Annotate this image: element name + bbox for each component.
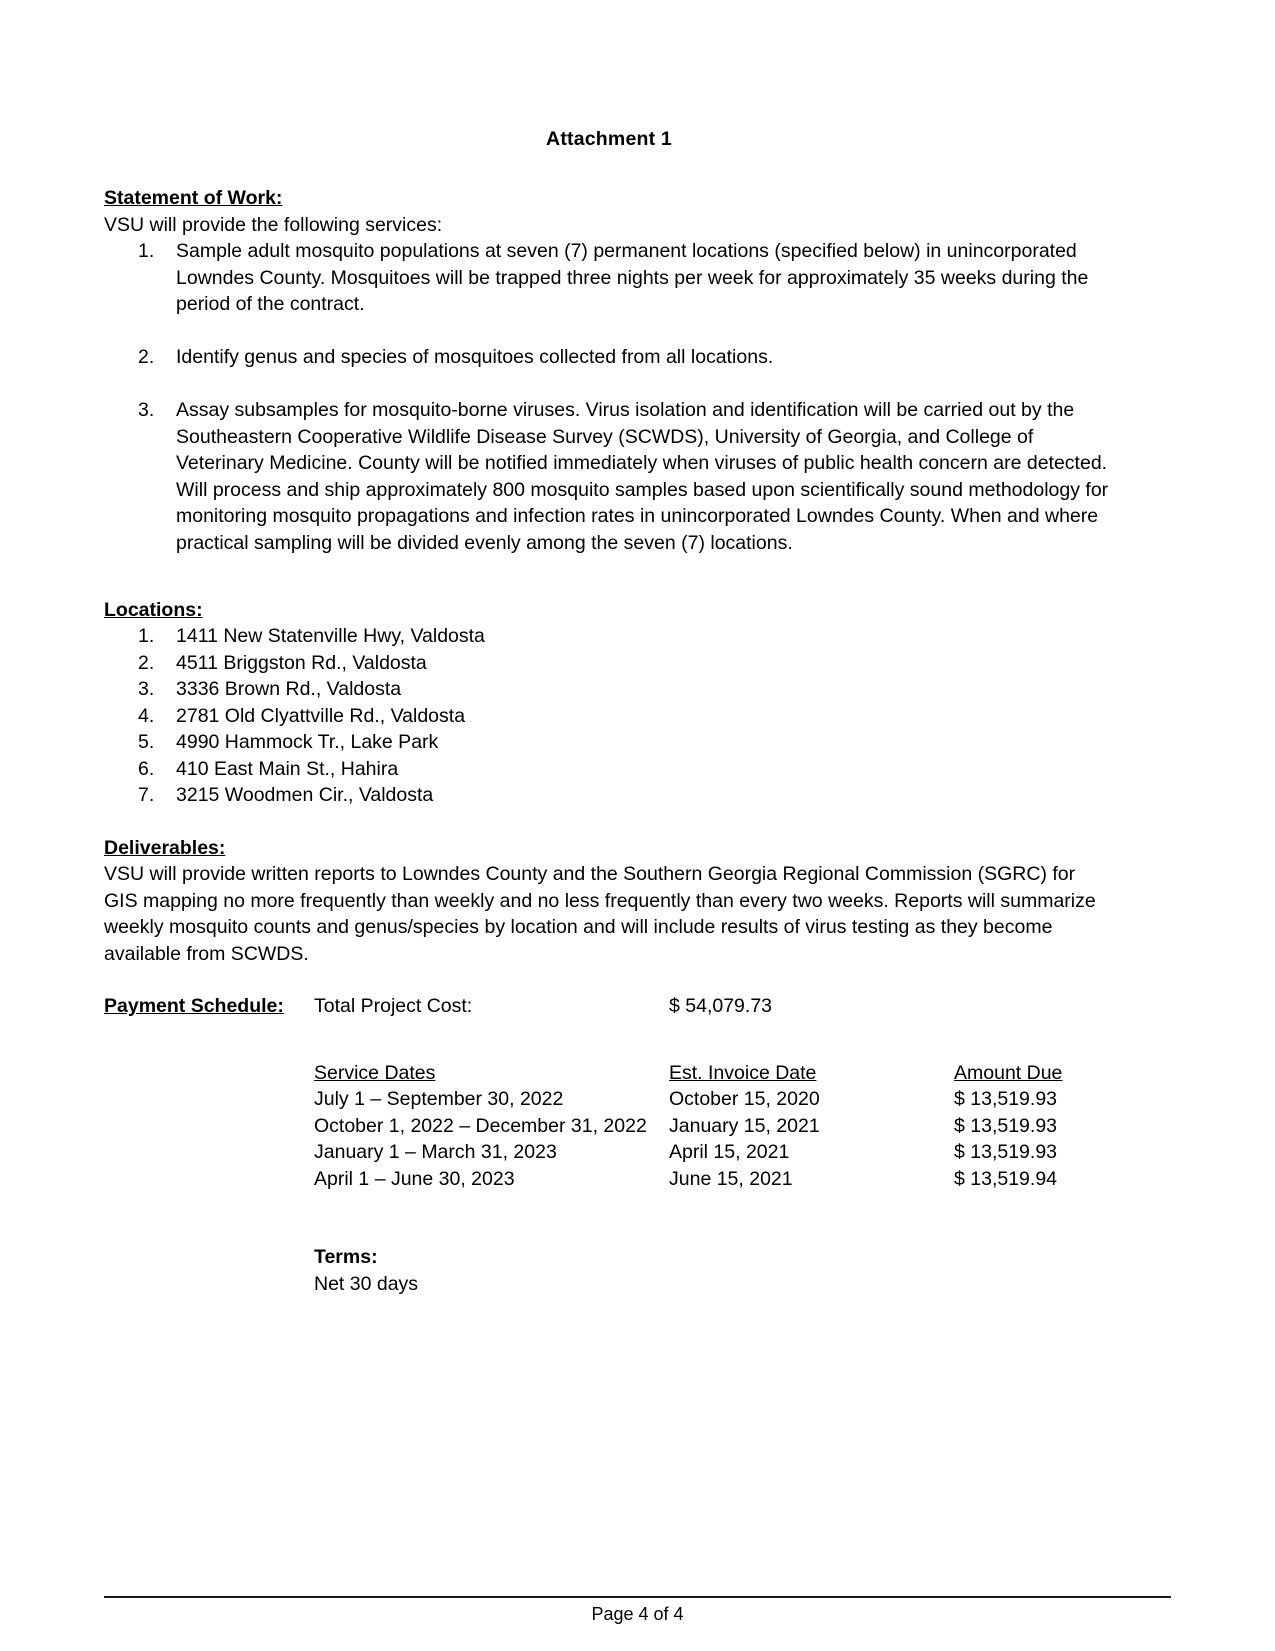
total-project-cost-label: Total Project Cost:: [314, 995, 473, 1017]
list-item: [104, 344, 1114, 371]
terms-heading: Terms:: [314, 1246, 378, 1268]
spacer: [104, 1020, 1114, 1046]
list-marker: 2.: [138, 651, 155, 674]
locations-heading: Locations:: [104, 598, 203, 621]
page-footer: [104, 1596, 1171, 1625]
list-item: [104, 238, 1114, 318]
list-item-text: 4511 Briggston Rd., Valdosta: [176, 651, 427, 674]
column-header-invoice-date: Est. Invoice Date: [669, 1061, 817, 1084]
spacer: [104, 1046, 1114, 1060]
statement-of-work-heading: Statement of Work:: [104, 187, 283, 209]
page-number: Page 4 of 4: [591, 1604, 684, 1624]
list-item: [104, 703, 1114, 730]
list-marker: 2.: [138, 346, 155, 368]
locations-heading-wrap: [104, 597, 1114, 624]
spacer: [104, 583, 1114, 597]
list-marker: 1.: [138, 625, 155, 647]
list-marker: 7.: [138, 784, 155, 806]
list-marker: 6.: [138, 757, 155, 780]
spacer: [104, 809, 1114, 835]
list-item-text: Assay subsamples for mosquito-borne viruses. Virus isolation and identification will be carried out by the Southeastern Cooperative Wildlife Disease Survey (SCWDS), University of Georgia, and College of Veterinary Medicine. County will be notified immediately when viruses of public health concern are detected. Will process and ship approximately 800 mosquito samples based upon scientifically sound methodology for monitoring mosquito propagations and infection rates in unincorporated Lowndes County. When and where practical sampling will be divided evenly among the seven (7) locations.: [176, 399, 1109, 554]
cell-invoice-date: January 15, 2021: [669, 1114, 820, 1137]
list-marker: 5.: [138, 731, 155, 753]
list-item: [104, 397, 1114, 556]
cell-service-dates: October 1, 2022 – December 31, 2022: [314, 1114, 647, 1137]
list-marker: 3.: [138, 399, 155, 421]
cell-amount-due: $ 13,519.93: [954, 1088, 1058, 1110]
spacer: [104, 967, 1114, 993]
cell-service-dates: July 1 – September 30, 2022: [314, 1088, 564, 1110]
statement-of-work-lead: VSU will provide the following services:: [104, 213, 443, 236]
table-row: [314, 1166, 1062, 1193]
list-item: [104, 650, 1114, 677]
table-header: [314, 1060, 1062, 1087]
locations-section: [104, 597, 1114, 809]
list-item-text: 3215 Woodmen Cir., Valdosta: [176, 784, 434, 806]
statement-of-work-heading-wrap: [104, 185, 1114, 212]
column-header-amount-due: Amount Due: [954, 1061, 1063, 1084]
cell-amount-due: $ 13,519.94: [954, 1167, 1058, 1190]
column-header-service-dates: Service Dates: [314, 1061, 436, 1084]
payment-total-row: [104, 993, 1114, 1020]
list-item-text: Sample adult mosquito populations at seven (7) permanent locations (specified below) in unincorporated Lowndes County. Mosquitoes will be trapped three nights per week for approximately 35 weeks during the period of the contract.: [176, 240, 1089, 315]
table-body: [314, 1086, 1062, 1192]
list-marker: 1.: [138, 240, 155, 262]
statement-of-work-section: [104, 185, 1114, 556]
spacer: [104, 1218, 1114, 1244]
list-item: [104, 756, 1114, 783]
cell-service-dates: April 1 – June 30, 2023: [314, 1167, 515, 1190]
table-row: [314, 1086, 1062, 1113]
list-item-text: 2781 Old Clyattville Rd., Valdosta: [176, 704, 466, 727]
list-item-text: 410 East Main St., Hahira: [176, 757, 399, 780]
terms-text: Net 30 days: [314, 1272, 419, 1295]
list-item: [104, 782, 1114, 809]
deliverables-text: VSU will provide written reports to Lowndes County and the Southern Georgia Regional Commission (SGRC) for GIS mapping no more frequently than weekly and no less frequently than every two weeks. Reports will summarize weekly mosquito counts and genus/species by location and will include results of virus testing as they become available from SCWDS.: [104, 863, 1096, 965]
cell-service-dates: January 1 – March 31, 2023: [314, 1141, 557, 1163]
cell-invoice-date: June 15, 2021: [669, 1167, 793, 1190]
table-row: [314, 1113, 1062, 1140]
table-row: [314, 1139, 1062, 1166]
cell-invoice-date: October 15, 2020: [669, 1088, 820, 1110]
spacer: [104, 151, 1114, 185]
deliverables-heading-wrap: [104, 835, 1114, 862]
list-marker: 3.: [138, 678, 155, 700]
list-item: [104, 676, 1114, 703]
payment-schedule-table: [314, 1060, 1062, 1193]
deliverables-heading: Deliverables:: [104, 836, 226, 859]
spacer: [104, 1192, 1114, 1218]
list-item-text: Identify genus and species of mosquitoes collected from all locations.: [176, 346, 774, 368]
cell-amount-due: $ 13,519.93: [954, 1141, 1058, 1163]
deliverables-section: [104, 835, 1114, 968]
document-body: [104, 0, 1114, 1297]
list-item-text: 4990 Hammock Tr., Lake Park: [176, 731, 439, 753]
table-header-row: [314, 1060, 1062, 1087]
list-marker: 4.: [138, 704, 155, 727]
footer-divider: [104, 1596, 1171, 1598]
cell-amount-due: $ 13,519.93: [954, 1114, 1058, 1137]
list-item-text: 1411 New Statenville Hwy, Valdosta: [176, 625, 485, 647]
terms-section: [314, 1244, 1114, 1297]
total-project-cost-value: $ 54,079.73: [669, 995, 773, 1017]
page-title: Attachment 1: [546, 128, 672, 150]
list-item: [104, 729, 1114, 756]
statement-of-work-list: [104, 238, 1114, 556]
list-item: [104, 623, 1114, 650]
payment-schedule-heading: Payment Schedule:: [104, 995, 284, 1017]
list-item-text: 3336 Brown Rd., Valdosta: [176, 678, 402, 700]
payment-schedule-section: [104, 993, 1114, 1297]
cell-invoice-date: April 15, 2021: [669, 1141, 790, 1163]
locations-list: [104, 623, 1114, 809]
